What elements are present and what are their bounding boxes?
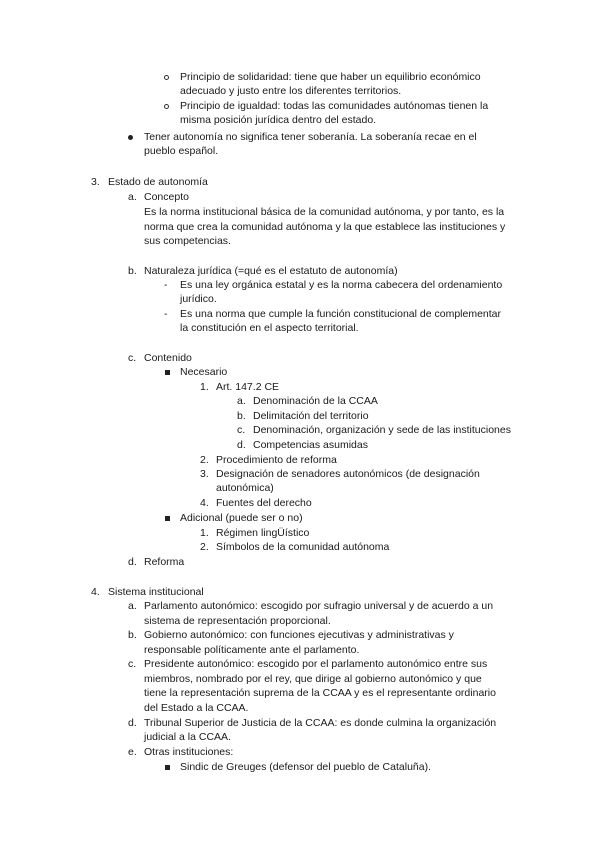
naturaleza-point2-line1: Es una norma que cumple la función constitucional de complementar	[180, 308, 502, 320]
item-a-marker: a.	[128, 600, 137, 612]
naturaleza-point2-line2: la constitución en el aspecto territorial.	[180, 322, 359, 334]
parlamento-line1: Parlamento autonómico: escogido por sufragio universal y de acuerdo a un	[144, 600, 494, 612]
autonomy-sovereignty-line2: pueblo español.	[144, 145, 219, 157]
content-simbolos: Símbolos de la comunidad autónoma	[216, 541, 390, 553]
item-a-marker: a.	[128, 191, 137, 203]
content-reforma: Procedimiento de reforma	[216, 454, 337, 466]
autonomy-sovereignty-line1: Tener autonomía no significa tener soberanía. La soberanía recae en el	[144, 131, 477, 143]
section-3-number: 3.	[91, 176, 100, 188]
section-4-heading: Sistema institucional	[108, 586, 204, 598]
list-number: 1.	[200, 527, 209, 539]
parlamento-line2: sistema de representación proporcional.	[144, 615, 331, 627]
list-letter: d.	[237, 439, 246, 451]
square-bullet-icon	[165, 370, 170, 375]
item-d-marker: d.	[128, 556, 137, 568]
presidente-line2: miembros, nombrado por el rey, que dirige al gobierno autonómico y que	[144, 673, 482, 685]
filled-bullet-icon	[128, 135, 133, 140]
list-number: 4.	[200, 497, 209, 509]
item-c-marker: c.	[128, 352, 137, 364]
art-147-heading: Art. 147.2 CE	[216, 381, 280, 393]
item-b-marker: b.	[128, 265, 137, 277]
concepto-text-line3: sus competencias.	[144, 235, 231, 247]
gobierno-line2: responsable políticamente ante el parlamento.	[144, 644, 360, 656]
tribunal-line2: judicial a la CCAA.	[144, 731, 231, 743]
list-letter: b.	[237, 410, 246, 422]
presidente-line1: Presidente autonómico: escogido por el parlamento autonómico entre sus	[144, 658, 488, 670]
list-letter: c.	[237, 424, 246, 436]
content-delimitacion: Delimitación del territorio	[253, 410, 369, 422]
content-senadores-line2: autonómica)	[216, 482, 274, 494]
concepto-text-line1: Es la norma institucional básica de la comunidad autónoma, y por tanto, es la	[144, 206, 505, 218]
item-c-marker: c.	[128, 658, 137, 670]
square-bullet-icon	[165, 765, 170, 770]
concepto-text-line2: norma que crea la comunidad autónoma y la que establece las instituciones y	[144, 221, 506, 233]
naturaleza-point1-line2: jurídico.	[180, 293, 217, 305]
necesario-heading: Necesario	[180, 366, 228, 378]
content-organizacion: Denominación, organización y sede de las instituciones	[253, 424, 511, 436]
list-number: 1.	[200, 381, 209, 393]
dash-marker: -	[164, 308, 168, 320]
solidarity-principle-line2: adecuado y justo entre los diferentes territorios.	[180, 85, 402, 97]
list-number: 2.	[200, 454, 209, 466]
sindic-de-greuges: Sindic de Greuges (defensor del pueblo de Cataluña).	[180, 761, 431, 773]
item-d-marker: d.	[128, 717, 137, 729]
otras-instituciones-heading: Otras instituciones:	[144, 746, 234, 758]
section-3-heading: Estado de autonomía	[108, 176, 208, 188]
content-fuentes: Fuentes del derecho	[216, 497, 312, 509]
item-b-marker: b.	[128, 629, 137, 641]
list-number: 3.	[200, 468, 209, 480]
equality-principle-line2: misma posición jurídica dentro del estado.	[180, 114, 377, 126]
content-denominacion: Denominación de la CCAA	[253, 395, 378, 407]
list-number: 2.	[200, 541, 209, 553]
gobierno-line1: Gobierno autonómico: con funciones ejecutivas y administrativas y	[144, 629, 454, 641]
adicional-heading: Adicional (puede ser o no)	[180, 512, 303, 524]
equality-principle-line1: Principio de igualdad: todas las comunidades autónomas tienen la	[180, 100, 489, 112]
tribunal-line1: Tribunal Superior de Justicia de la CCAA: es donde culmina la organización	[144, 717, 497, 729]
presidente-line3: tiene la representación suprema de la CCAA y es el representante ordinario	[144, 687, 496, 699]
square-bullet-icon	[165, 516, 170, 521]
concepto-heading: Concepto	[144, 191, 189, 203]
reforma-heading: Reforma	[144, 556, 185, 568]
hollow-bullet-icon	[164, 75, 169, 80]
naturaleza-heading: Naturaleza jurídica (=qué es el estatuto de autonomía)	[144, 265, 398, 277]
solidarity-principle-line1: Principio de solidaridad: tiene que haber un equilibrio económico	[180, 71, 481, 83]
presidente-line4: del Estado a la CCAA.	[144, 702, 249, 714]
content-competencias: Competencias asumidas	[253, 439, 368, 451]
dash-marker: -	[164, 279, 168, 291]
section-4-number: 4.	[91, 586, 100, 598]
item-e-marker: e.	[128, 746, 137, 758]
hollow-bullet-icon	[164, 104, 169, 109]
content-regimen-linguistico: Régimen lingÜístico	[216, 527, 310, 539]
list-letter: a.	[237, 395, 246, 407]
contenido-heading: Contenido	[144, 352, 192, 364]
naturaleza-point1-line1: Es una ley orgánica estatal y es la norma cabecera del ordenamiento	[180, 279, 503, 291]
content-senadores-line1: Designación de senadores autonómicos (de designación	[216, 468, 480, 480]
